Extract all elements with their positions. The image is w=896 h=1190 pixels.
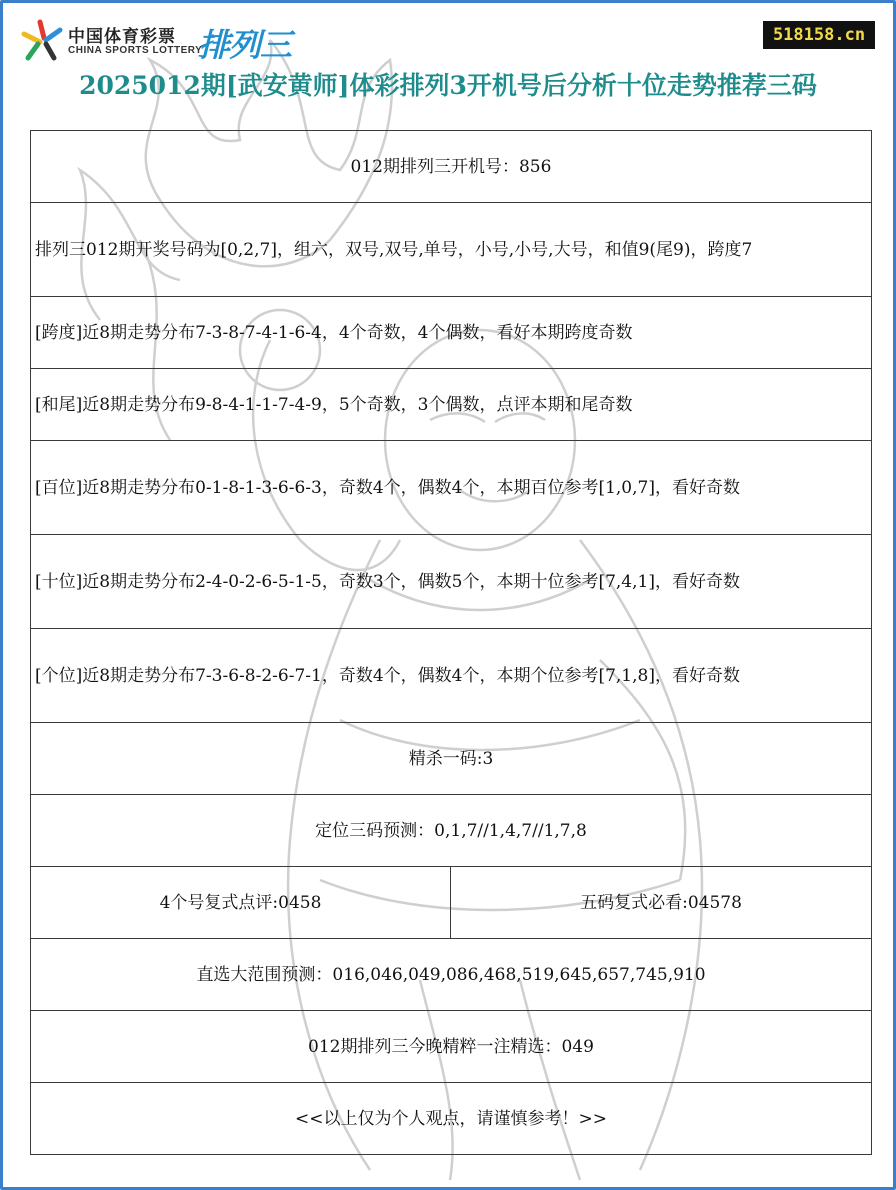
table-row bbox=[31, 795, 872, 867]
table-row bbox=[31, 131, 872, 203]
four-combo-cell: 4个号复式点评:0458 bbox=[31, 867, 451, 939]
table-row bbox=[31, 369, 872, 441]
header bbox=[0, 0, 896, 130]
tens-trend-cell: [十位]近8期走势分布2-4-0-2-6-5-1-5，奇数3个，偶数5个，本期十位参考[7,4,1]，看好奇数 bbox=[31, 535, 872, 629]
tonight-pick-cell: 012期排列三今晚精粹一注精选：049 bbox=[31, 1011, 872, 1083]
logo-english-text: CHINA SPORTS LOTTERY bbox=[68, 45, 203, 56]
units-trend-cell: [个位]近8期走势分布7-3-6-8-2-6-7-1，奇数4个，偶数4个，本期个位参考[7,1,8]，看好奇数 bbox=[31, 629, 872, 723]
table-row bbox=[31, 629, 872, 723]
china-sports-lottery-logo bbox=[20, 18, 330, 64]
sum-tail-trend-cell: [和尾]近8期走势分布9-8-4-1-1-7-4-9，5个奇数，3个偶数，点评本期和尾奇数 bbox=[31, 369, 872, 441]
page-title: 2025012期[武安黄师]体彩排列3开机号后分析十位走势推荐三码 bbox=[79, 71, 817, 100]
table-row bbox=[31, 1011, 872, 1083]
table-row bbox=[31, 535, 872, 629]
open-number-cell: 012期排列三开机号：856 bbox=[31, 131, 872, 203]
draw-result-cell: 排列三012期开奖号码为[0,2,7]，组六，双号,双号,单号，小号,小号,大号，和值9(尾9)，跨度7 bbox=[31, 203, 872, 297]
table-row bbox=[31, 867, 872, 939]
logo-game-name: 排列三 bbox=[198, 26, 292, 64]
table-row bbox=[31, 1083, 872, 1155]
table-row bbox=[31, 723, 872, 795]
table-row bbox=[31, 203, 872, 297]
disclaimer-cell: <<以上仅为个人观点，请谨慎参考！>> bbox=[31, 1083, 872, 1155]
span-trend-cell: [跨度]近8期走势分布7-3-8-7-4-1-6-4，4个奇数，4个偶数，看好本期跨度奇数 bbox=[31, 297, 872, 369]
table-row bbox=[31, 939, 872, 1011]
position-three-cell: 定位三码预测：0,1,7//1,4,7//1,7,8 bbox=[31, 795, 872, 867]
lottery-star-icon bbox=[20, 18, 64, 62]
table-row bbox=[31, 441, 872, 535]
recommendation-table bbox=[30, 130, 872, 1155]
logo-chinese-text: 中国体育彩票 bbox=[68, 27, 176, 47]
five-combo-cell: 五码复式必看:04578 bbox=[451, 867, 872, 939]
kill-one-cell: 精杀一码:3 bbox=[31, 723, 872, 795]
site-badge[interactable]: 518158.cn bbox=[763, 21, 875, 49]
hundreds-trend-cell: [百位]近8期走势分布0-1-8-1-3-6-6-3，奇数4个，偶数4个，本期百位参考[1,0,7]，看好奇数 bbox=[31, 441, 872, 535]
table-row bbox=[31, 297, 872, 369]
direct-range-cell: 直选大范围预测：016,046,049,086,468,519,645,657,745,910 bbox=[31, 939, 872, 1011]
